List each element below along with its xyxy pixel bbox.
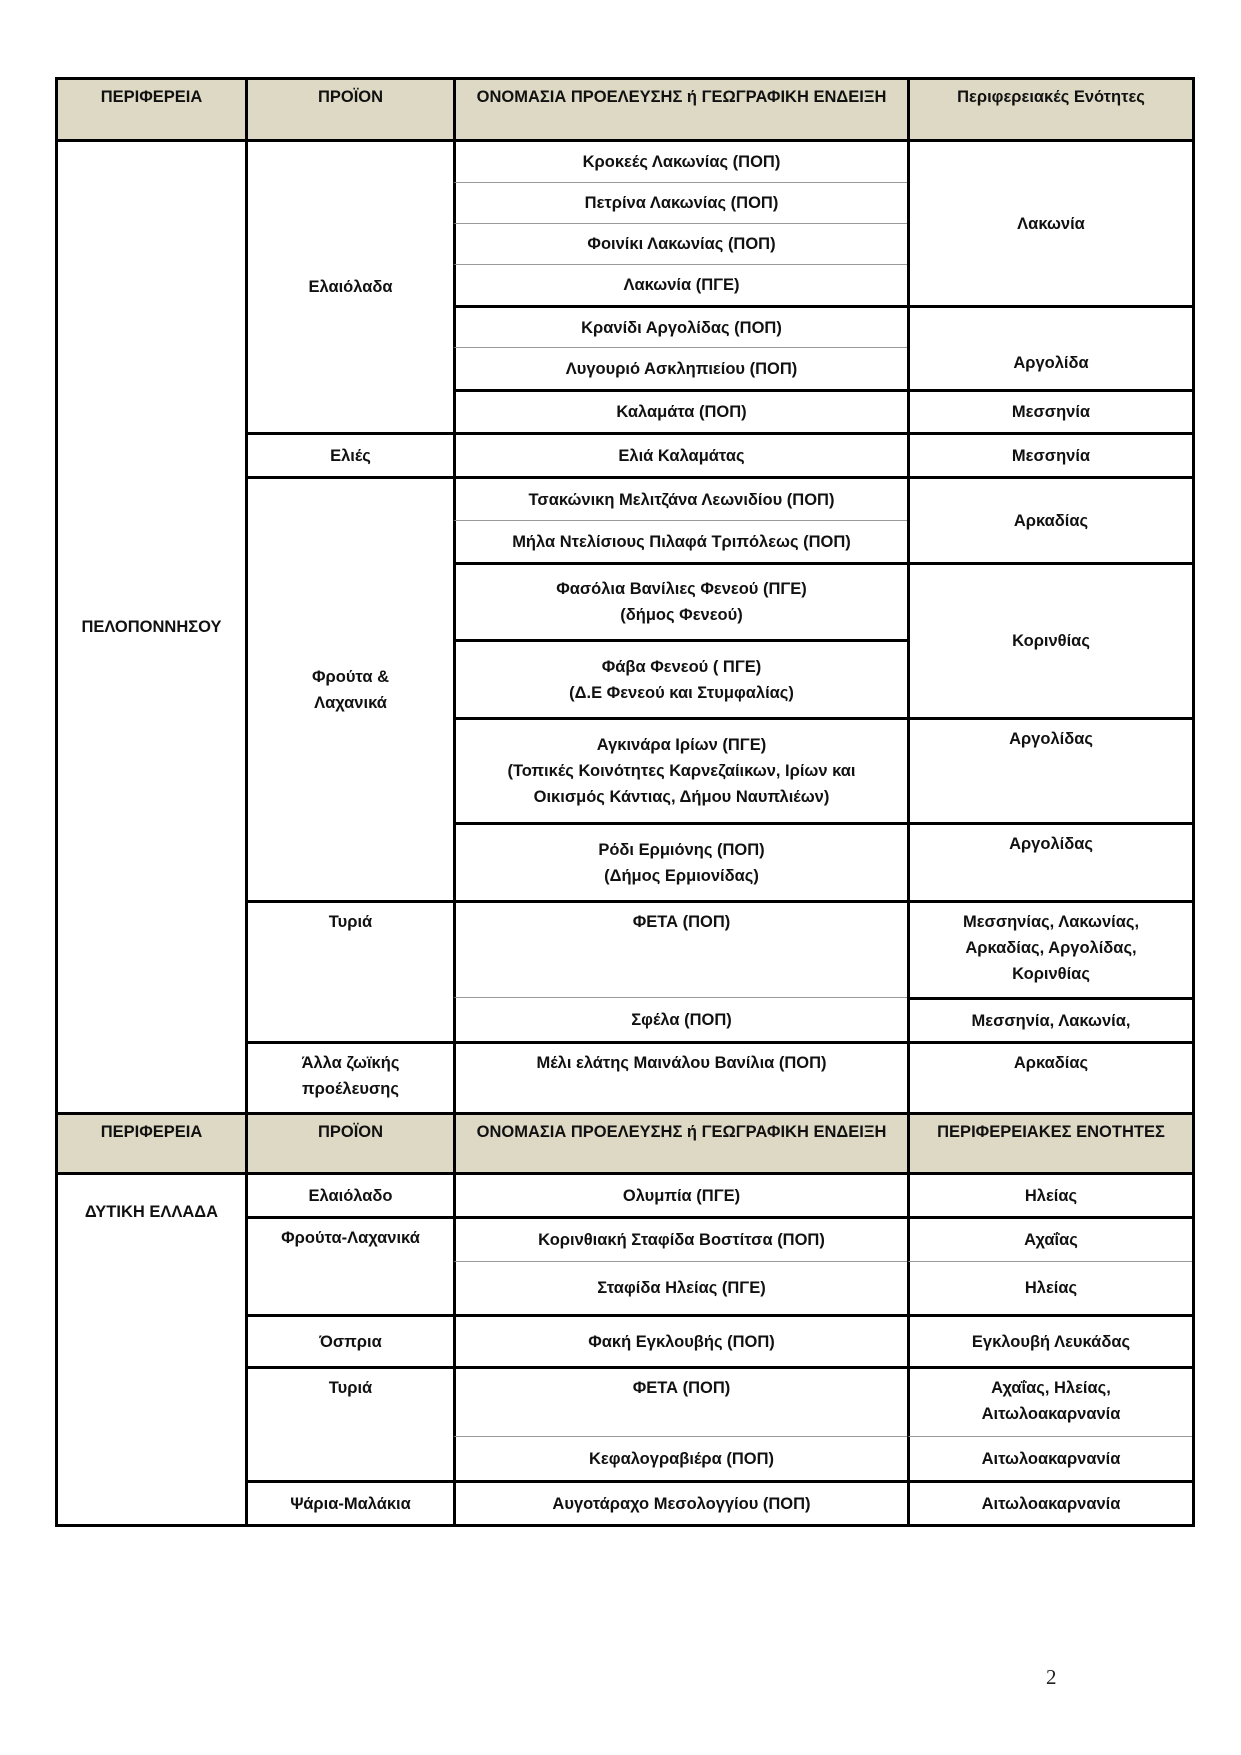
table-cell: Εγκλουβή Λευκάδας xyxy=(907,1314,1192,1366)
table-cell: Σφέλα (ΠΟΠ) xyxy=(453,997,907,1041)
table-cell: Αυγοτάραχο Μεσολογγίου (ΠΟΠ) xyxy=(453,1480,907,1524)
table-cell: Μήλα Ντελίσιους Πιλαφά Τριπόλεως (ΠΟΠ) xyxy=(453,520,907,562)
column-header: Περιφερειακές Ενότητες xyxy=(907,77,1192,139)
table-cell: Ηλείας xyxy=(907,1261,1192,1314)
table-cell: ΔΥΤΙΚΗ ΕΛΛΑΔΑ xyxy=(55,1172,245,1524)
table-cell: Φάβα Φενεού ( ΠΓΕ) (Δ.Ε Φενεού και Στυμφαλίας) xyxy=(453,639,907,717)
table-cell: Όσπρια xyxy=(245,1314,453,1366)
column-header: ΟΝΟΜΑΣΙΑ ΠΡΟΕΛΕΥΣΗΣ ή ΓΕΩΓΡΑΦΙΚΗ ΕΝΔΕΙΞΗ xyxy=(453,1112,907,1172)
pdo-pgi-products-table xyxy=(55,77,1195,1527)
column-header: ΠΡΟΪΟΝ xyxy=(245,1112,453,1172)
column-header: ΠΡΟΪΟΝ xyxy=(245,77,453,139)
table-cell: Μεσσηνία xyxy=(907,432,1192,476)
table-cell: Αιτωλοακαρνανία xyxy=(907,1480,1192,1524)
table-cell: Κεφαλογραβιέρα (ΠΟΠ) xyxy=(453,1436,907,1480)
table-cell: Αργολίδας xyxy=(907,717,1192,822)
table-cell: Ηλείας xyxy=(907,1172,1192,1216)
header-row xyxy=(55,1112,1192,1172)
table-cell: Μέλι ελάτης Μαινάλου Βανίλια (ΠΟΠ) xyxy=(453,1041,907,1112)
table-cell: Σταφίδα Ηλείας (ΠΓΕ) xyxy=(453,1261,907,1314)
table-cell: Αργολίδας xyxy=(907,822,1192,900)
table-cell: Αρκαδίας xyxy=(907,476,1192,562)
column-header: ΟΝΟΜΑΣΙΑ ΠΡΟΕΛΕΥΣΗΣ ή ΓΕΩΓΡΑΦΙΚΗ ΕΝΔΕΙΞΗ xyxy=(453,77,907,139)
table-cell: Ψάρια-Μαλάκια xyxy=(245,1480,453,1524)
table-cell: Ολυμπία (ΠΓΕ) xyxy=(453,1172,907,1216)
header-row xyxy=(55,77,1192,139)
table-cell: ΦΕΤΑ (ΠΟΠ) xyxy=(453,900,907,997)
table-cell: Ελαιόλαδο xyxy=(245,1172,453,1216)
table-cell: Ρόδι Ερμιόνης (ΠΟΠ) (Δήμος Ερμιονίδας) xyxy=(453,822,907,900)
table-row xyxy=(55,139,1192,182)
table-cell: Φοινίκι Λακωνίας (ΠΟΠ) xyxy=(453,223,907,264)
table-cell: Κορινθίας xyxy=(907,562,1192,717)
table-cell: Αγκινάρα Ιρίων (ΠΓΕ) (Τοπικές Κοινότητες Καρνεζαίικων, Ιρίων και Οικισμός Κάντιας, Δήμου Ναυπλιέων) xyxy=(453,717,907,822)
table-cell: Μεσσηνία, Λακωνία, xyxy=(907,997,1192,1041)
table-cell: Τσακώνικη Μελιτζάνα Λεωνιδίου (ΠΟΠ) xyxy=(453,476,907,520)
column-header: ΠΕΡΙΦΕΡΕΙΑΚΕΣ ΕΝΟΤΗΤΕΣ xyxy=(907,1112,1192,1172)
table-cell: Καλαμάτα (ΠΟΠ) xyxy=(453,389,907,432)
table-cell: Λυγουριό Ασκληπιείου (ΠΟΠ) xyxy=(453,347,907,389)
table-cell: ΠΕΛΟΠΟΝΝΗΣΟΥ xyxy=(55,139,245,1112)
table-cell: Φακή Εγκλουβής (ΠΟΠ) xyxy=(453,1314,907,1366)
table-cell: Τυριά xyxy=(245,900,453,1041)
table-cell: Μεσσηνία xyxy=(907,389,1192,432)
table-cell: Λακωνία (ΠΓΕ) xyxy=(453,264,907,305)
table-cell: Αιτωλοακαρνανία xyxy=(907,1436,1192,1480)
table-cell: Ελιές xyxy=(245,432,453,476)
table-cell: Άλλα ζωϊκής προέλευσης xyxy=(245,1041,453,1112)
table-cell: Ελιά Καλαμάτας xyxy=(453,432,907,476)
table-cell: ΦΕΤΑ (ΠΟΠ) xyxy=(453,1366,907,1436)
table-cell: Λακωνία xyxy=(907,139,1192,305)
table-cell: Κροκεές Λακωνίας (ΠΟΠ) xyxy=(453,139,907,182)
table-row xyxy=(55,1172,1192,1216)
table-cell: Πετρίνα Λακωνίας (ΠΟΠ) xyxy=(453,182,907,223)
table-cell: Αργολίδα xyxy=(907,305,1192,389)
table-cell: Αχαΐας xyxy=(907,1216,1192,1261)
table-cell: Κρανίδι Αργολίδας (ΠΟΠ) xyxy=(453,305,907,347)
table-cell: Φρούτα-Λαχανικά xyxy=(245,1216,453,1314)
column-header: ΠΕΡΙΦΕΡΕΙΑ xyxy=(55,1112,245,1172)
table-cell: Αρκαδίας xyxy=(907,1041,1192,1112)
table-cell: Μεσσηνίας, Λακωνίας, Αρκαδίας, Αργολίδας, Κορινθίας xyxy=(907,900,1192,997)
table-cell: Φρούτα & Λαχανικά xyxy=(245,476,453,900)
table-cell: Αχαΐας, Ηλείας, Αιτωλοακαρνανία xyxy=(907,1366,1192,1436)
table-cell: Κορινθιακή Σταφίδα Βοστίτσα (ΠΟΠ) xyxy=(453,1216,907,1261)
page-number: 2 xyxy=(1046,1665,1057,1689)
table-cell: Φασόλια Βανίλιες Φενεού (ΠΓΕ) (δήμος Φενεού) xyxy=(453,562,907,639)
table-cell: Τυριά xyxy=(245,1366,453,1480)
table-cell: Ελαιόλαδα xyxy=(245,139,453,432)
column-header: ΠΕΡΙΦΕΡΕΙΑ xyxy=(55,77,245,139)
